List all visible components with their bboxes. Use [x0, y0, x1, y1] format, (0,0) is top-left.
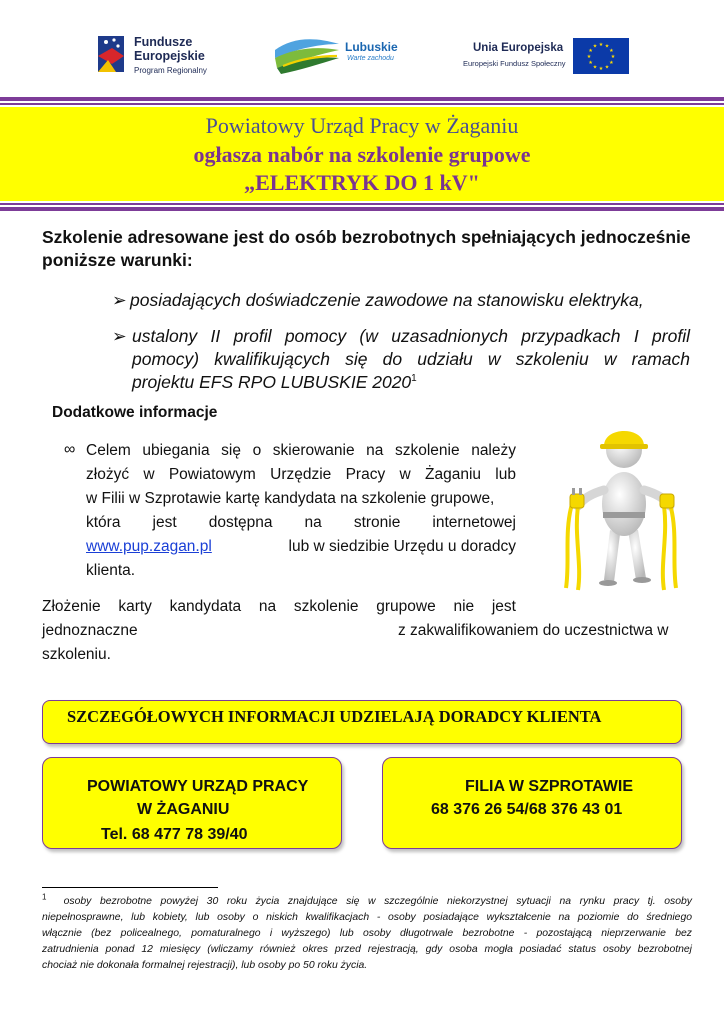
footnote-number: 1 — [42, 892, 47, 902]
banner-office-name: Powiatowy Urząd Pracy w Żaganiu — [205, 113, 519, 138]
condition-item — [112, 325, 692, 395]
fe-logo-line3: Program Regionalny — [134, 66, 207, 75]
office-main-phone: Tel. 68 477 78 39/40 — [101, 826, 248, 843]
note-line: z zakwalifikowaniem do uczestnictwa w — [398, 622, 669, 639]
intro-line-1: Szkolenie adresowane jest do osób bezrobotnych spełniających jednocześnie — [42, 227, 691, 247]
header-banner — [0, 107, 724, 201]
note-line: Złożenie karty kandydata na szkolenie grupowe nie jest — [42, 598, 516, 615]
eu-flag-icon — [573, 38, 629, 74]
ue-logo-line1: Unia Europejska — [473, 42, 564, 54]
office-branch-phone: 68 376 26 54/68 376 43 01 — [431, 801, 623, 818]
info-line: złożyć w Powiatowym Urzędzie Pracy w Żaganiu lub — [86, 466, 516, 483]
svg-text:★: ★ — [592, 43, 598, 50]
condition-text: posiadających doświadczenie zawodowe na stanowisku elektryka, — [130, 290, 644, 310]
ue-logo-line2: Europejski Fundusz Społeczny — [463, 59, 566, 68]
condition-line-text: projektu EFS RPO LUBUSKIE 2020 — [132, 372, 412, 392]
info-line: klienta. — [86, 562, 136, 579]
svg-text:★: ★ — [592, 64, 598, 71]
banner-top-band-thin — [0, 103, 724, 105]
banner-course-title: „ELEKTRYK DO 1 kV" — [244, 170, 480, 195]
svg-text:★: ★ — [586, 54, 592, 60]
fe-logo-line2: Europejskie — [134, 49, 205, 63]
consultants-info-box — [42, 700, 682, 744]
svg-text:★: ★ — [588, 60, 593, 66]
note-line: jednoznaczne — [42, 622, 138, 639]
unia-europejska-logo — [463, 30, 633, 82]
consultants-info-text: SZCZEGÓŁOWYCH INFORMACJI UDZIELAJĄ DORADCY KLIENTA — [67, 707, 602, 726]
banner-bottom-band — [0, 207, 724, 211]
condition-line: ustalony II profil pomocy (w uzasadnionych przypadkach I profil — [132, 326, 690, 346]
condition-line: pomocy) kwalifikujących się do udziału w szkoleniu w ramach — [132, 349, 690, 369]
electrician-figure-icon — [548, 412, 696, 592]
info-line-rest: lub w siedzibie Urzędu u doradcy — [288, 538, 516, 555]
svg-text:★: ★ — [588, 48, 593, 54]
intro-paragraph — [42, 226, 692, 272]
info-line — [86, 536, 516, 558]
logo-bar — [0, 30, 724, 82]
svg-text:★: ★ — [610, 54, 616, 60]
footnote-separator — [42, 887, 218, 888]
funds-stars-logo-icon — [94, 30, 130, 78]
svg-text:★: ★ — [598, 42, 604, 48]
svg-text:★: ★ — [609, 60, 614, 66]
office-branch-box — [382, 757, 682, 849]
lubuskie-logo-name: Lubuskie — [345, 40, 398, 54]
svg-text:★: ★ — [604, 43, 610, 50]
svg-text:★: ★ — [609, 48, 614, 54]
fundusze-europejskie-logo — [94, 30, 234, 82]
svg-text:★: ★ — [604, 64, 610, 71]
info-line: w Filii w Szprotawie kartę kandydata na szkolenie grupowe, — [86, 490, 495, 507]
arrow-bullet-icon: ➢ — [112, 290, 127, 310]
lubuskie-wave-logo-icon — [273, 36, 341, 76]
office-main-city: W ŻAGANIU — [137, 801, 230, 818]
website-link[interactable]: www.pup.zagan.pl — [86, 538, 212, 555]
office-main-name: POWIATOWY URZĄD PRACY — [87, 778, 309, 795]
footnote-line: zatrudnienia ponad 12 miesięcy (wliczamy również okres przed rejestracją, gdy osoba mogła posiadać status osoby bezrobotnej — [42, 944, 692, 955]
office-branch-name: FILIA W SZPROTAWIE — [465, 778, 633, 795]
banner-bottom-band-thin — [0, 203, 724, 205]
lubuskie-logo — [273, 30, 413, 82]
footnote-reference: 1 — [411, 373, 417, 385]
banner-top-band — [0, 97, 724, 101]
footnote-line: chociaż nie dokonała formalnej rejestracji), lub osoby po 50 roku życia. — [42, 960, 368, 971]
footnote-line: niepełnosprawne, lub kobiety, lub osoby o niskich kwalifikacjach - osoby posiadające wykształcenie na poziomie do średniego — [42, 912, 692, 923]
infinity-bullet-icon: ∞ — [64, 441, 76, 458]
note-line: szkoleniu. — [42, 646, 111, 663]
footnote-line: włącznie (bez policealnego, pomaturalnego i wyższego) lub osoby długotrwale bezrobotne - pozostającą nieprzerwanie bez — [42, 928, 692, 939]
footnote-line — [42, 894, 692, 910]
banner-announcement: ogłasza nabór na szkolenie grupowe — [193, 142, 531, 167]
fe-logo-line1: Fundusze — [134, 35, 193, 49]
intro-line-2: poniższe warunki: — [42, 250, 193, 270]
footnote-text: osoby bezrobotne powyżej 30 roku życia znajdujące się w szczególnie niekorzystnej sytuacji na rynku pracy tj. osoby — [63, 896, 692, 907]
lubuskie-logo-tagline: Warte zachodu — [347, 55, 394, 62]
condition-line — [132, 371, 417, 394]
info-line: Celem ubiegania się o skierowanie na szkolenie należy — [86, 442, 516, 459]
additional-info-heading: Dodatkowe informacje — [52, 404, 218, 421]
arrow-bullet-icon: ➢ — [112, 326, 127, 346]
svg-text:★: ★ — [598, 66, 604, 72]
office-main-box — [42, 757, 342, 849]
info-line: która jest dostępna na stronie internetowej — [86, 514, 516, 531]
